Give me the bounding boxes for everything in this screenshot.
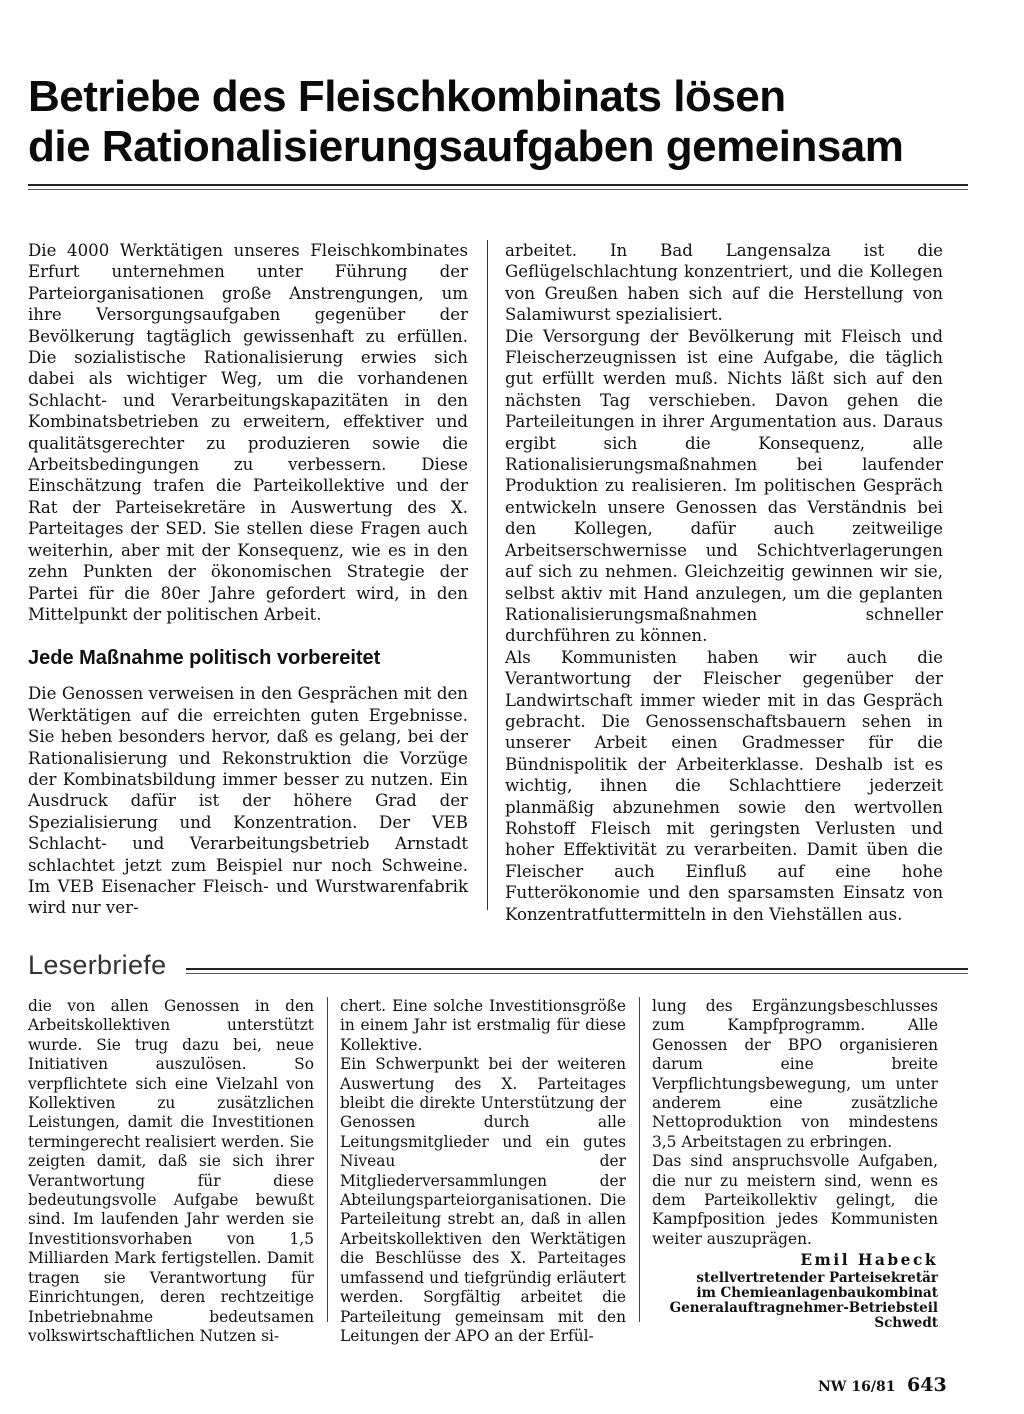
letters-column-3: [652, 997, 938, 1331]
issue-label: NW 16/81: [818, 1379, 896, 1395]
article-paragraph: Die Genossen verweisen in den Gesprächen mit den Werktätigen auf die erreichten guten Ergebnisse. Sie heben besonders hervor, daß es gelang, bei der Rationalisierung und Rekonstruktion die Vorzüge der Kombinatsbildung immer besser zu nutzen. Ein Ausdruck dafür ist der höhere Grad der Spezialisierung und Konzentration. Der VEB Schlacht- und Verarbeitungsbetrieb Arnstadt schlachtet jetzt zum Beispiel nur noch Schweine. Im VEB Eisenacher Fleisch- und Wurstwarenfabrik wird nur ver-: [28, 684, 468, 918]
article-paragraph: Die Versorgung der Bevölkerung mit Fleisch und Fleischerzeugnissen ist eine Aufgabe, die täglich gut erfüllt werden muß. Nichts läßt sich auf den nächsten Tag verschieben. Davon gehen die Parteileitungen in ihrer Argumentation aus. Daraus ergibt sich die Konsequenz, alle Rationalisierungsmaßnahmen bei laufender Produktion zu realisieren. Im politischen Gespräch entwickeln unsere Genossen das Verständnis bei den Kollegen, dafür auch zeitweilige Arbeitserschwernisse und Schichtverlagerungen auf sich zu nehmen. Gleichzeitig gewinnen wir sie, selbst aktiv mit Hand anzulegen, um die geplanten Rationalisierungsmaßnahmen schneller durchführen zu können.: [505, 326, 943, 646]
letters-column-1: [28, 997, 314, 1346]
affiliation-line: im Chemieanlagenbaukombinat: [696, 1284, 938, 1301]
column-divider: [487, 240, 488, 910]
letters-paragraph: die von allen Genossen in den Arbeitskollektiven unterstützt wurde. Sie trug dazu bei, neue Initiativen auszulösen. So verpflichtete sich eine Vielzahl von Kollektiven zu zusätzlichen Leistungen, damit die Investitionen termingerecht realisiert werden. Sie zeigten damit, daß sie sich ihrer Verantwortung für diese bedeutungsvolle Aufgabe bewußt sind. Im laufenden Jahr werden sie Investitionsvorhaben von 1,5 Milliarden Mark fertigstellen. Damit tragen sie Verantwortung für Einrichtungen, deren rechtzeitige Inbetriebnahme bedeutsamen volkswirtschaftlichen Nutzen si-: [28, 997, 314, 1345]
letters-paragraph: lung des Ergänzungsbeschlusses zum Kampfprogramm. Alle Genossen der BPO organisieren darum eine breite Verpflichtungsbewegung, um unter anderem eine zusätzliche Nettoproduktion von mindestens 3,5 Arbeitstagen zu erbringen.: [652, 997, 938, 1151]
author-affiliation: [652, 1271, 938, 1331]
letters-column-2: [340, 997, 626, 1346]
article-paragraph: Als Kommunisten haben wir auch die Verantwortung der Fleischer gegenüber der Landwirtschaft immer wieder mit in das Gespräch gebracht. Die Genossenschaftsbauern sehen in unserer Arbeit einen Gradmesser für die Bündnispolitik der Arbeiterklasse. Deshalb ist es wichtig, ihnen die Schlachttiere jederzeit planmäßig abzunehmen sowie den wertvollen Rohstoff Fleisch mit geringsten Verlusten und hoher Effektivität zu verarbeiten. Damit üben die Fleischer auch Einfluß auf eine hohe Futterökonomie und den sparsamsten Einsatz von Konzentratfuttermitteln in den Viehställen aus.: [505, 647, 943, 924]
letters-column-divider: [639, 997, 640, 1322]
headline-line-2: die Rationalisierungsaufgaben gemeinsam: [28, 122, 904, 171]
letters-paragraph: chert. Eine solche Investitionsgröße in einem Jahr ist erstmalig für diese Kollektive.: [340, 997, 626, 1054]
affiliation-line: Generalauftragnehmer-Betriebsteil: [669, 1299, 938, 1316]
affiliation-line: Schwedt: [874, 1314, 938, 1331]
affiliation-line: stellvertretender Parteisekretär: [696, 1269, 938, 1286]
headline-rule: [28, 184, 968, 190]
letters-column-divider: [327, 997, 328, 1322]
article-column-2: [505, 240, 943, 925]
article-headline: [28, 72, 968, 172]
article-subheading: Jede Maßnahme politisch vorbereitet: [28, 647, 381, 670]
letters-paragraph: Das sind anspruchsvolle Aufgaben, die nur zu meistern sind, wenn es dem Parteikollektiv gelingt, die Kampfposition jedes Kommunisten weiter auszuprägen.: [652, 1152, 938, 1248]
page-number: 643: [907, 1374, 947, 1396]
article-paragraph: Die 4000 Werktätigen unseres Fleischkombinates Erfurt unternehmen unter Führung der Parteiorganisationen große Anstrengungen, um ihre Versorgungsaufgaben gegenüber der Bevölkerung tagtäglich gewissenhaft zu erfüllen. Die sozialistische Rationalisierung erwies sich dabei als wichtiger Weg, um die vorhandenen Schlacht- und Verarbeitungskapazitäten in den Kombinatsbetrieben zu erweitern, effektiver und qualitätsgerechter zu produzieren sowie die Arbeitsbedingungen zu verbessern. Diese Einschätzung trafen die Parteikollektive und der Rat der Parteisekretäre in Auswertung des X. Parteitages der SED. Sie stellen diese Fragen auch weiterhin, aber mit der Konsequenz, wie es in den zehn Punkten der ökonomischen Strategie der Partei für die 80er Jahre gefordert wird, in den Mittelpunkt der politischen Arbeit.: [28, 241, 468, 624]
section-rule: [186, 968, 968, 974]
letters-paragraph: Ein Schwerpunkt bei der weiteren Auswertung des X. Parteitages bleibt die direkte Unterstützung der Genossen durch alle Leitungsmitglieder und ein gutes Niveau der Mitgliederversammlungen der Abteilungsparteiorganisationen. Die Parteileitung strebt an, daß in allen Arbeitskollektiven den Werktätigen die Beschlüsse des X. Parteitages umfassend und tiefgründig erläutert werden. Sorgfältig arbeitet die Parteileitung gemeinsam mit den Leitungen der APO an der Erfül-: [340, 1055, 626, 1345]
section-title-leserbriefe: Leserbriefe: [28, 950, 167, 980]
headline-line-1: Betriebe des Fleischkombinats lösen: [28, 72, 786, 121]
author-signature: Emil Habeck: [800, 1251, 938, 1270]
article-paragraph: arbeitet. In Bad Langensalza ist die Geflügelschlachtung konzentriert, und die Kollegen von Greußen haben sich auf die Herstellung von Salamiwurst spezialisiert.: [505, 241, 943, 325]
article-column-1: [28, 240, 468, 919]
